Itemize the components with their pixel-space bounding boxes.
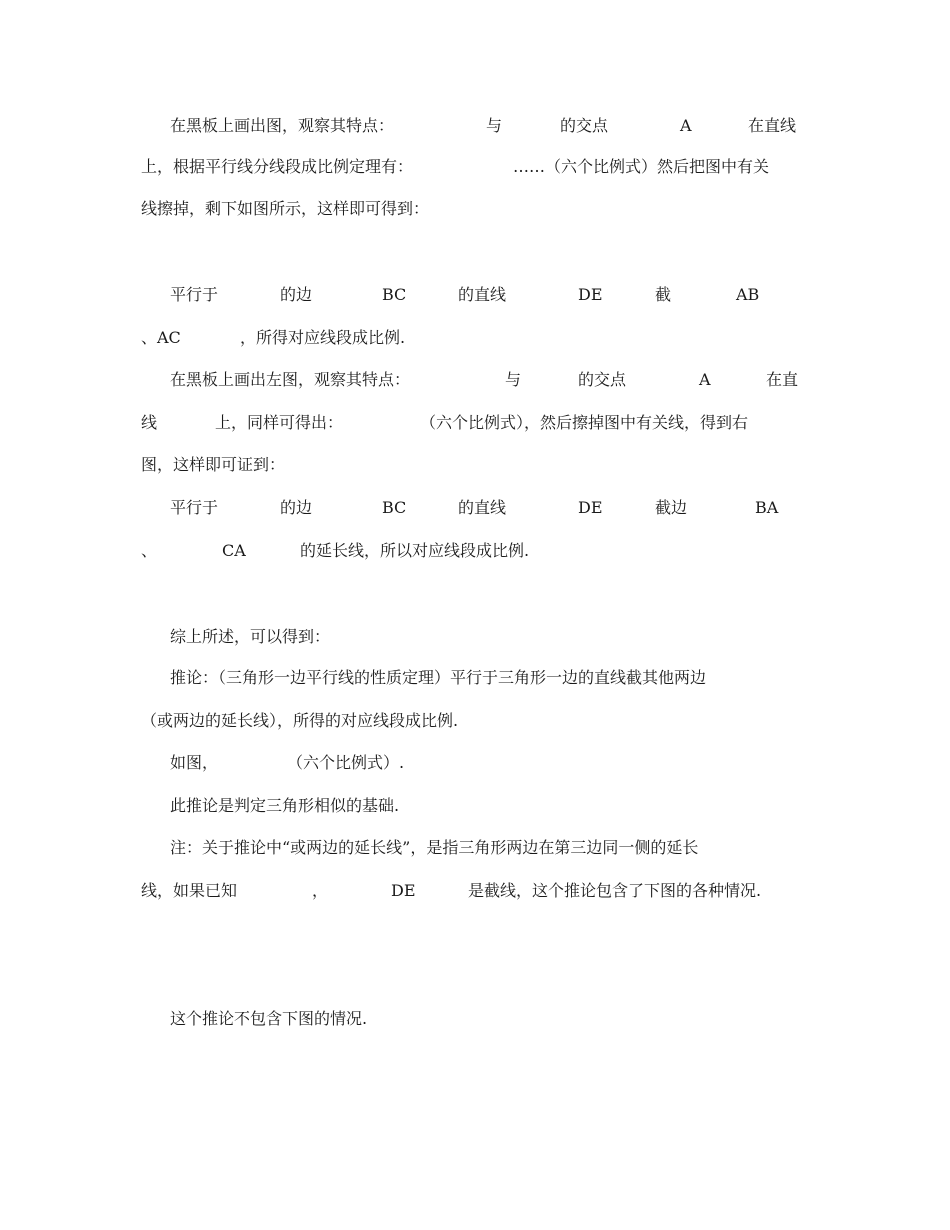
note-line2 (0, 881, 762, 901)
text-segment: DE (578, 285, 603, 304)
text-segment: BC (382, 498, 407, 517)
text-segment: ……（六个比例式）然后把图中有关 (513, 157, 770, 176)
text-segment: ，所得对应线段成比例. (240, 328, 406, 347)
text-segment: 上，根据平行线分线段成比例定理有： (141, 157, 414, 176)
text-segment: 平行于 (170, 285, 219, 304)
text-segment: 的延长线，所以对应线段成比例. (300, 541, 530, 560)
text-segment: 的边 (280, 285, 313, 304)
text-segment: 如图， (170, 753, 219, 772)
text-segment: 截 (655, 285, 672, 304)
text-segment: 与 (505, 370, 522, 389)
text-segment: 在直线 (748, 116, 797, 135)
text-segment: 此推论是判定三角形相似的基础. (170, 796, 400, 815)
corollary-line1 (0, 668, 707, 688)
text-segment: 综上所述，可以得到： (170, 627, 331, 646)
text-segment: ， (312, 881, 329, 900)
text-segment: 推论：（三角形一边平行线的性质定理）平行于三角形一边的直线截其他两边 (170, 668, 707, 687)
paragraph4-line2 (0, 541, 530, 561)
text-segment: 是截线，这个推论包含了下图的各种情况. (468, 881, 762, 900)
basis-line (0, 796, 400, 816)
summary-line (0, 627, 331, 647)
text-segment: A (699, 370, 711, 389)
text-segment: 平行于 (170, 498, 219, 517)
text-segment: 线擦掉，剩下如图所示，这样即可得到： (141, 199, 430, 218)
text-segment: DE (391, 881, 416, 900)
text-segment: 注：关于推论中“或两边的延长线”，是指三角形两边在第三边同一侧的延长 (170, 838, 699, 857)
note-line1 (0, 838, 699, 858)
paragraph3-line1 (0, 370, 799, 390)
text-segment: （六个比例式），然后擦掉图中有关线，得到右 (420, 413, 749, 432)
text-segment: DE (578, 498, 603, 517)
text-segment: 的直线 (458, 498, 507, 517)
text-segment: BA (755, 498, 779, 517)
text-segment: 的边 (280, 498, 313, 517)
text-segment: 线 (141, 413, 158, 432)
text-segment: BC (382, 285, 407, 304)
paragraph4-line1 (0, 498, 779, 518)
text-segment: A (680, 116, 692, 135)
paragraph1-line1 (0, 116, 797, 136)
text-segment: 在黑板上画出左图，观察其特点： (170, 370, 411, 389)
figure-reference-line (0, 753, 405, 773)
text-segment: 的交点 (560, 116, 609, 135)
text-segment: 、 (141, 541, 158, 560)
text-segment: 线，如果已知 (141, 881, 238, 900)
paragraph2-line1 (0, 285, 760, 305)
text-segment: 上，同样可得出： (215, 413, 344, 432)
exclusion-line (0, 1009, 368, 1029)
corollary-line2 (0, 711, 459, 731)
text-segment: 这个推论不包含下图的情况. (170, 1009, 368, 1028)
text-segment: 图，这样即可证到： (141, 455, 286, 474)
paragraph3-line2 (0, 413, 749, 433)
text-segment: 截边 (655, 498, 688, 517)
text-segment: 在直 (766, 370, 799, 389)
text-segment: （六个比例式）. (287, 753, 405, 772)
text-segment: 与 (486, 116, 503, 135)
paragraph2-line2 (0, 328, 406, 348)
paragraph1-line3 (0, 199, 430, 219)
text-segment: AB (736, 285, 760, 304)
text-segment: CA (222, 541, 246, 560)
text-segment: 的交点 (578, 370, 627, 389)
paragraph3-line3 (0, 455, 286, 475)
text-segment: 的直线 (458, 285, 507, 304)
text-segment: 、AC (141, 328, 181, 347)
paragraph1-line2 (0, 157, 770, 177)
text-segment: （或两边的延长线），所得的对应线段成比例. (141, 711, 459, 730)
text-segment: 在黑板上画出图，观察其特点： (170, 116, 395, 135)
